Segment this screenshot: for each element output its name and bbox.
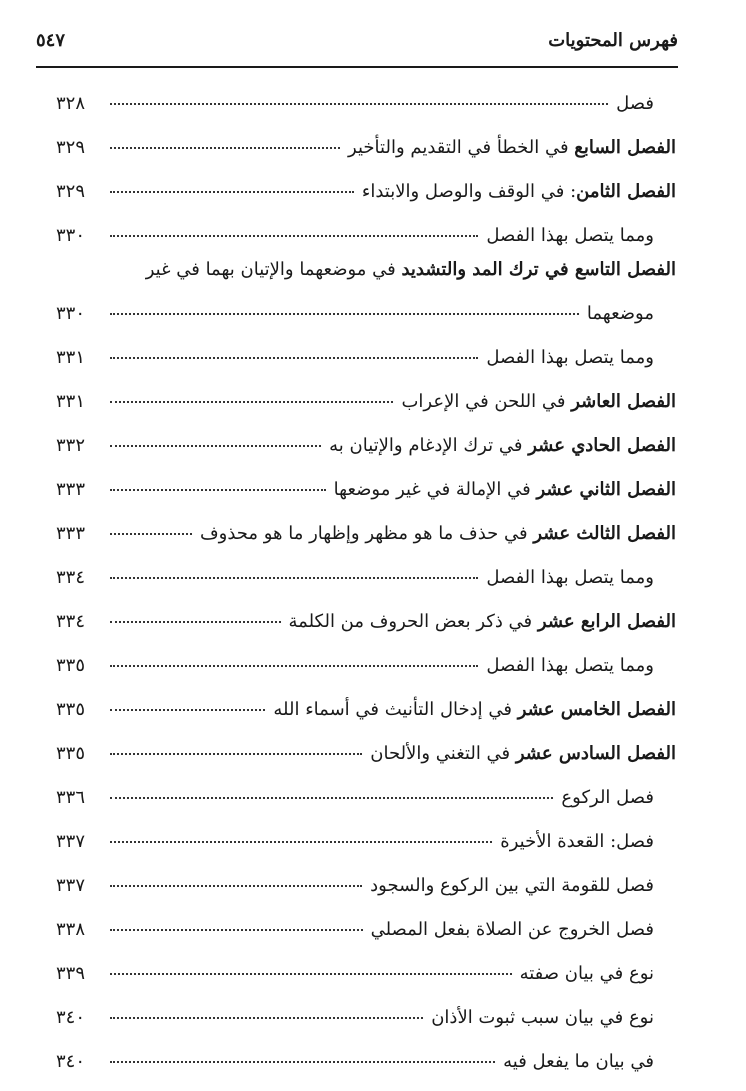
toc-line <box>56 181 676 202</box>
toc-entry-title <box>486 655 654 676</box>
toc-chapter-label: الفصل الثاني عشر <box>536 479 676 500</box>
dot-leader <box>110 234 478 237</box>
toc-line <box>56 611 676 632</box>
toc-entry-title <box>329 435 676 456</box>
toc-entry-title <box>362 181 676 202</box>
dot-leader <box>110 356 478 359</box>
header-title: فهرس المحتويات <box>548 30 678 51</box>
toc-page-number: ٣٣٠ <box>56 225 86 246</box>
toc-entry-text: ومما يتصل بهذا الفصل <box>486 225 654 246</box>
toc-page-number: ٣٣٥ <box>56 699 86 720</box>
toc-entry-title <box>587 303 654 324</box>
toc-sub-entry[interactable] <box>56 210 676 254</box>
toc-entry[interactable] <box>56 508 676 552</box>
toc-line <box>56 259 676 280</box>
header-rule <box>36 66 678 68</box>
toc-line <box>56 655 654 676</box>
toc-line <box>56 875 654 896</box>
toc-entry-text: ومما يتصل بهذا الفصل <box>486 567 654 588</box>
toc-sub-entry[interactable] <box>56 552 676 596</box>
toc-entry-text: في ترك الإدغام والإتيان به <box>329 435 529 456</box>
toc-chapter-label: الفصل التاسع في ترك المد والتشديد <box>401 259 676 280</box>
toc-line <box>56 523 676 544</box>
dot-leader <box>110 146 340 149</box>
toc-entry[interactable] <box>56 376 676 420</box>
toc-entry[interactable] <box>56 596 676 640</box>
table-of-contents <box>56 78 676 1080</box>
dot-leader <box>110 312 579 315</box>
toc-entry-text: في بيان ما يفعل فيه <box>503 1051 654 1072</box>
toc-line <box>56 743 676 764</box>
dot-leader <box>110 972 512 975</box>
toc-line <box>56 1007 654 1028</box>
toc-page-number: ٣٣٤ <box>56 567 86 588</box>
toc-chapter-label: الفصل العاشر <box>571 391 676 412</box>
dot-leader <box>110 796 553 799</box>
dot-leader <box>110 664 478 667</box>
toc-page-number: ٣٤٠ <box>56 1007 86 1028</box>
toc-entry[interactable] <box>56 254 676 288</box>
toc-page-number: ٣٤٠ <box>56 1051 86 1072</box>
toc-entry-text: فصل <box>616 93 654 114</box>
toc-line <box>56 919 654 940</box>
toc-page-number: ٣٣٦ <box>56 787 86 808</box>
dot-leader <box>110 102 608 105</box>
dot-leader <box>110 752 362 755</box>
toc-entry-text: موضعهما <box>586 303 654 324</box>
toc-entry-text: فصل الركوع <box>561 787 654 808</box>
toc-chapter-label: الفصل الحادي عشر <box>528 435 676 456</box>
dot-leader <box>110 1016 423 1019</box>
running-header <box>36 26 678 62</box>
toc-entry-text: في موضعهما والإتيان بهما في غير <box>145 259 402 280</box>
toc-entry-text: ومما يتصل بهذا الفصل <box>486 347 654 368</box>
toc-line <box>56 225 654 246</box>
toc-page-number: ٣٣٤ <box>56 611 86 632</box>
dot-leader <box>110 488 326 491</box>
toc-chapter-label: الفصل الثامن <box>576 181 676 202</box>
toc-page-number: ٣٢٩ <box>56 137 86 158</box>
header-page-number: ٥٤٧ <box>36 30 66 51</box>
toc-entry-text: في إدخال التأنيث في أسماء الله <box>273 699 518 720</box>
toc-page-number: ٣٣١ <box>56 347 86 368</box>
toc-page-number: ٣٣٨ <box>56 919 86 940</box>
dot-leader <box>110 400 393 403</box>
toc-entry-title <box>370 743 676 764</box>
toc-entry-text: في الخطأ في التقديم والتأخير <box>348 137 575 158</box>
toc-entry-title <box>334 479 676 500</box>
toc-entry-title <box>273 699 676 720</box>
toc-entry[interactable] <box>56 464 676 508</box>
toc-entry-text: ومما يتصل بهذا الفصل <box>486 655 654 676</box>
toc-chapter-label: الفصل الرابع عشر <box>537 611 676 632</box>
toc-line <box>56 93 654 114</box>
toc-entry-title <box>486 567 654 588</box>
toc-page-number: ٣٣٩ <box>56 963 86 984</box>
toc-entry-title <box>503 1051 654 1072</box>
toc-chapter-label: الفصل السادس عشر <box>515 743 676 764</box>
toc-entry-title <box>348 137 676 158</box>
toc-entry-title <box>401 391 676 412</box>
dot-leader <box>110 444 321 447</box>
toc-sub-entry[interactable] <box>56 640 676 684</box>
toc-entry-title <box>431 1007 654 1028</box>
toc-chapter-label: الفصل الخامس عشر <box>517 699 676 720</box>
toc-entry-text: فصل للقومة التي بين الركوع والسجود <box>370 875 654 896</box>
toc-page-number: ٣٢٨ <box>56 93 86 114</box>
toc-entry-title <box>371 919 654 940</box>
toc-sub-entry[interactable] <box>56 772 676 816</box>
toc-line <box>56 303 654 324</box>
toc-entry-text: في الإمالة في غير موضعها <box>333 479 537 500</box>
toc-sub-entry[interactable] <box>56 288 676 332</box>
dot-leader <box>110 532 192 535</box>
toc-page-number: ٣٢٩ <box>56 181 86 202</box>
toc-line <box>56 479 676 500</box>
toc-entry-text: فصل: القعدة الأخيرة <box>500 831 654 852</box>
toc-line <box>56 567 654 588</box>
toc-line <box>56 1051 654 1072</box>
dot-leader <box>110 708 265 711</box>
toc-entry-title <box>146 259 676 280</box>
toc-entry-text: فصل الخروج عن الصلاة بفعل المصلي <box>370 919 654 940</box>
toc-line <box>56 347 654 368</box>
dot-leader <box>110 884 362 887</box>
dot-leader <box>110 840 492 843</box>
toc-entry-text: : في الوقف والوصل والابتداء <box>361 181 577 202</box>
toc-sub-entry[interactable] <box>56 948 676 992</box>
toc-entry[interactable] <box>56 166 676 210</box>
toc-line <box>56 137 676 158</box>
toc-sub-entry[interactable] <box>56 816 676 860</box>
toc-page-number: ٣٣٥ <box>56 743 86 764</box>
toc-page-number: ٣٣٠ <box>56 303 86 324</box>
toc-entry[interactable] <box>56 684 676 728</box>
toc-sub-entry[interactable] <box>56 904 676 948</box>
toc-entry-title <box>289 611 676 632</box>
dot-leader <box>110 576 478 579</box>
toc-page-number: ٣٣٣ <box>56 523 86 544</box>
toc-entry-text: في اللحن في الإعراب <box>401 391 572 412</box>
toc-entry-title <box>370 875 654 896</box>
toc-entry-title <box>561 787 654 808</box>
toc-page-number: ٣٣١ <box>56 391 86 412</box>
toc-entry[interactable] <box>56 420 676 464</box>
toc-entry-title <box>616 93 654 114</box>
toc-line <box>56 435 676 456</box>
toc-page-number: ٣٣٧ <box>56 875 86 896</box>
dot-leader <box>110 1060 495 1063</box>
toc-chapter-label: الفصل الثالث عشر <box>533 523 676 544</box>
toc-entry-title <box>200 523 676 544</box>
toc-page-number: ٣٣٢ <box>56 435 86 456</box>
toc-sub-entry[interactable] <box>56 1036 676 1080</box>
toc-page-number: ٣٣٥ <box>56 655 86 676</box>
toc-entry-title <box>486 347 654 368</box>
toc-sub-entry[interactable] <box>56 992 676 1036</box>
toc-line <box>56 391 676 412</box>
toc-line <box>56 699 676 720</box>
toc-sub-entry[interactable] <box>56 78 676 122</box>
toc-entry-text: في التغني والألحان <box>370 743 516 764</box>
toc-line <box>56 787 654 808</box>
dot-leader <box>110 620 281 623</box>
toc-entry-text: في حذف ما هو مظهر وإظهار ما هو محذوف <box>199 523 534 544</box>
toc-entry-title <box>486 225 654 246</box>
toc-sub-entry[interactable] <box>56 332 676 376</box>
toc-page-number: ٣٣٣ <box>56 479 86 500</box>
toc-page-number: ٣٣٧ <box>56 831 86 852</box>
toc-entry[interactable] <box>56 728 676 772</box>
toc-entry-text: نوع في بيان سبب ثبوت الأذان <box>431 1007 654 1028</box>
toc-line <box>56 831 654 852</box>
toc-chapter-label: الفصل السابع <box>574 137 676 158</box>
toc-entry-title <box>500 831 654 852</box>
toc-entry-title <box>520 963 654 984</box>
toc-entry-text: في ذكر بعض الحروف من الكلمة <box>288 611 538 632</box>
dot-leader <box>110 190 354 193</box>
toc-sub-entry[interactable] <box>56 860 676 904</box>
toc-entry-text: نوع في بيان صفته <box>519 963 654 984</box>
toc-line <box>56 963 654 984</box>
toc-entry[interactable] <box>56 122 676 166</box>
dot-leader <box>110 928 363 931</box>
